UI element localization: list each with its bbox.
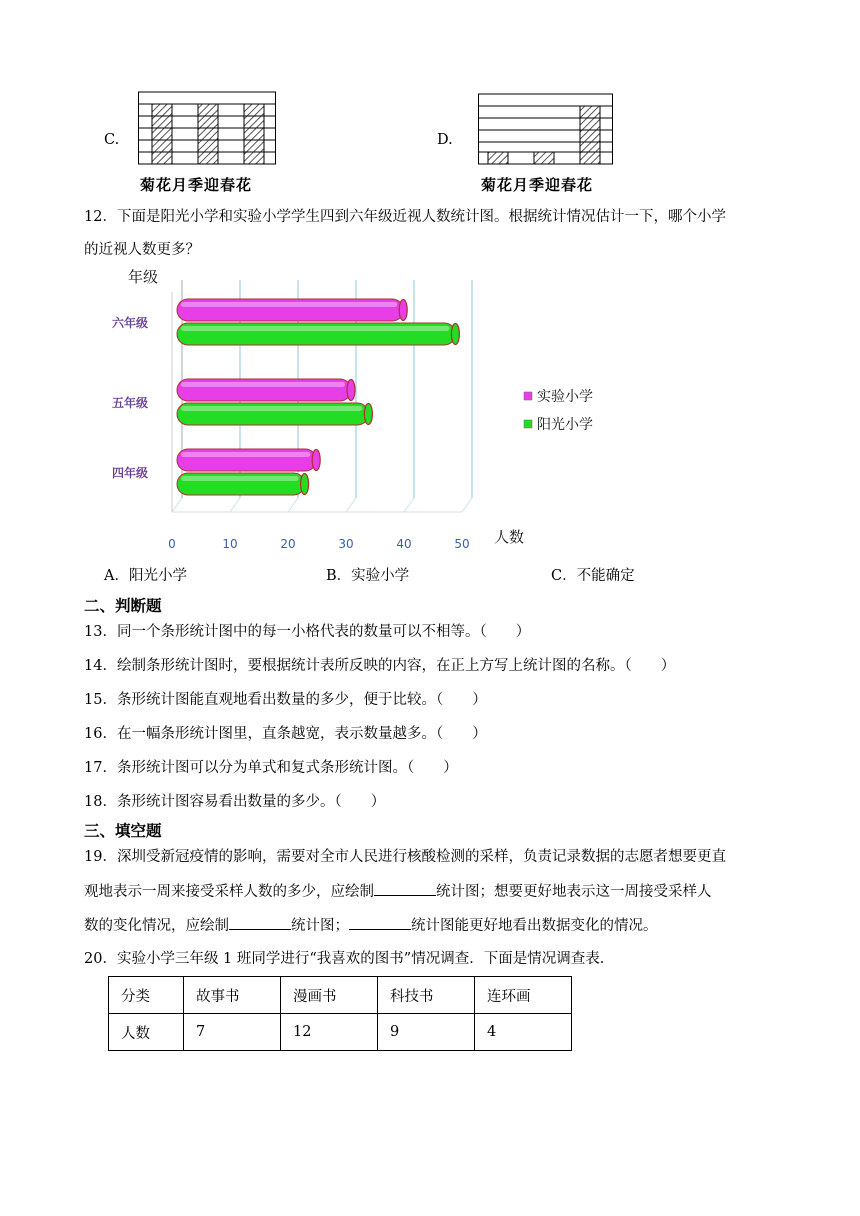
table-cell: 连环画 bbox=[475, 977, 572, 1014]
option-d-bar-grid-image bbox=[478, 92, 618, 172]
q19-line3-text-b: 统计图； bbox=[291, 918, 349, 934]
grid-line-depth bbox=[346, 498, 356, 512]
q18: 18．条形统计图容易看出数量的多少。（ ） bbox=[84, 794, 386, 810]
category-label: 六年级 bbox=[112, 316, 149, 330]
bar-highlight bbox=[181, 406, 362, 411]
q19-line3-text-c: 统计图能更好地看出数据变化的情况。 bbox=[411, 918, 658, 934]
table-cell: 4 bbox=[475, 1014, 572, 1051]
table-cell: 故事书 bbox=[184, 977, 281, 1014]
q19-line3 bbox=[84, 915, 658, 936]
q19-line1: 19．深圳受新冠疫情的影响，需要对全市人民进行核酸检测的采样，负责记录数据的志愿者想要更直 bbox=[84, 849, 726, 865]
grid-line-depth bbox=[462, 498, 472, 512]
legend-label: 实验小学 bbox=[537, 389, 593, 405]
table-cell: 人数 bbox=[109, 1014, 184, 1051]
section-2-title: 二、判断题 bbox=[84, 597, 162, 615]
bar-end-cap bbox=[364, 404, 372, 425]
section-3-title: 三、填空题 bbox=[84, 822, 162, 840]
option-c-label: C. bbox=[104, 132, 120, 148]
table-cell: 科技书 bbox=[378, 977, 475, 1014]
bar-highlight bbox=[181, 382, 345, 387]
grid-line-depth bbox=[288, 498, 298, 512]
q12-line2: 的近视人数更多？ bbox=[84, 242, 200, 258]
q16: 16．在一幅条形统计图里，直条越宽，表示数量越多。（ ） bbox=[84, 726, 487, 742]
category-label: 四年级 bbox=[112, 466, 149, 480]
bar-highlight bbox=[181, 326, 449, 331]
option-c-bar-grid-image bbox=[138, 90, 278, 170]
x-axis-label: 人数 bbox=[494, 528, 525, 546]
category-label: 五年级 bbox=[112, 396, 149, 410]
book-survey-table bbox=[108, 976, 572, 1051]
bar-highlight bbox=[181, 302, 397, 307]
legend-swatch bbox=[524, 420, 532, 428]
q13: 13．同一个条形统计图中的每一小格代表的数量可以不相等。（ ） bbox=[84, 624, 531, 640]
x-tick-label: 30 bbox=[338, 537, 354, 551]
y-axis-label: 年级 bbox=[128, 268, 159, 286]
legend-label: 阳光小学 bbox=[537, 417, 593, 433]
x-tick-label: 40 bbox=[396, 537, 412, 551]
grid-line-depth bbox=[230, 498, 240, 512]
table-cell: 9 bbox=[378, 1014, 475, 1051]
q12-option-a: A．阳光小学 bbox=[104, 568, 187, 584]
bar-highlight bbox=[181, 452, 310, 457]
q12-line1: 12．下面是阳光小学和实验小学学生四到六年级近视人数统计图。根据统计情况估计一下，哪个小学 bbox=[84, 209, 726, 225]
table-cell: 分类 bbox=[109, 977, 184, 1014]
x-tick-label: 0 bbox=[168, 537, 176, 551]
q15: 15．条形统计图能直观地看出数量的多少，便于比较。（ ） bbox=[84, 692, 487, 708]
legend-swatch bbox=[524, 392, 532, 400]
q17: 17．条形统计图可以分为单式和复式条形统计图。（ ） bbox=[84, 760, 458, 776]
table-cell: 7 bbox=[184, 1014, 281, 1051]
q20-line: 20．实验小学三年级 1 班同学进行“我喜欢的图书”情况调查．下面是情况调查表． bbox=[84, 951, 615, 967]
grid-line-depth bbox=[404, 498, 414, 512]
q19-blank-3[interactable] bbox=[349, 915, 411, 930]
table-header-row bbox=[109, 977, 572, 1014]
q19-blank-1[interactable] bbox=[374, 881, 436, 896]
option-d-caption: 菊花月季迎春花 bbox=[481, 176, 594, 194]
q12-option-b: B．实验小学 bbox=[326, 568, 410, 584]
q19-line2-text-b: 统计图；想要更好地表示这一周接受采样人 bbox=[436, 884, 712, 900]
option-d-label: D. bbox=[437, 132, 453, 148]
x-tick-label: 10 bbox=[222, 537, 238, 551]
table-cell: 漫画书 bbox=[281, 977, 378, 1014]
bar-end-cap bbox=[312, 450, 320, 471]
bar-end-cap bbox=[301, 474, 309, 495]
q19-line2-text-a: 观地表示一周来接受采样人数的多少，应绘制 bbox=[84, 884, 374, 900]
bar-highlight bbox=[181, 476, 299, 481]
bar-end-cap bbox=[399, 300, 407, 321]
myopia-bar-chart bbox=[100, 266, 640, 556]
q14: 14．绘制条形统计图时，要根据统计表所反映的内容，在正上方写上统计图的名称。（ ） bbox=[84, 658, 676, 674]
bar-end-cap bbox=[347, 380, 355, 401]
table-cell: 12 bbox=[281, 1014, 378, 1051]
q12-option-c: C．不能确定 bbox=[551, 568, 635, 584]
x-tick-label: 50 bbox=[454, 537, 470, 551]
q19-blank-2[interactable] bbox=[229, 915, 291, 930]
bar-end-cap bbox=[451, 324, 459, 345]
q19-line2 bbox=[84, 881, 712, 902]
q19-line3-text-a: 数的变化情况，应绘制 bbox=[84, 918, 229, 934]
grid-line-depth bbox=[172, 498, 182, 512]
option-c-caption: 菊花月季迎春花 bbox=[140, 176, 253, 194]
table-row bbox=[109, 1014, 572, 1051]
x-tick-label: 20 bbox=[280, 537, 296, 551]
